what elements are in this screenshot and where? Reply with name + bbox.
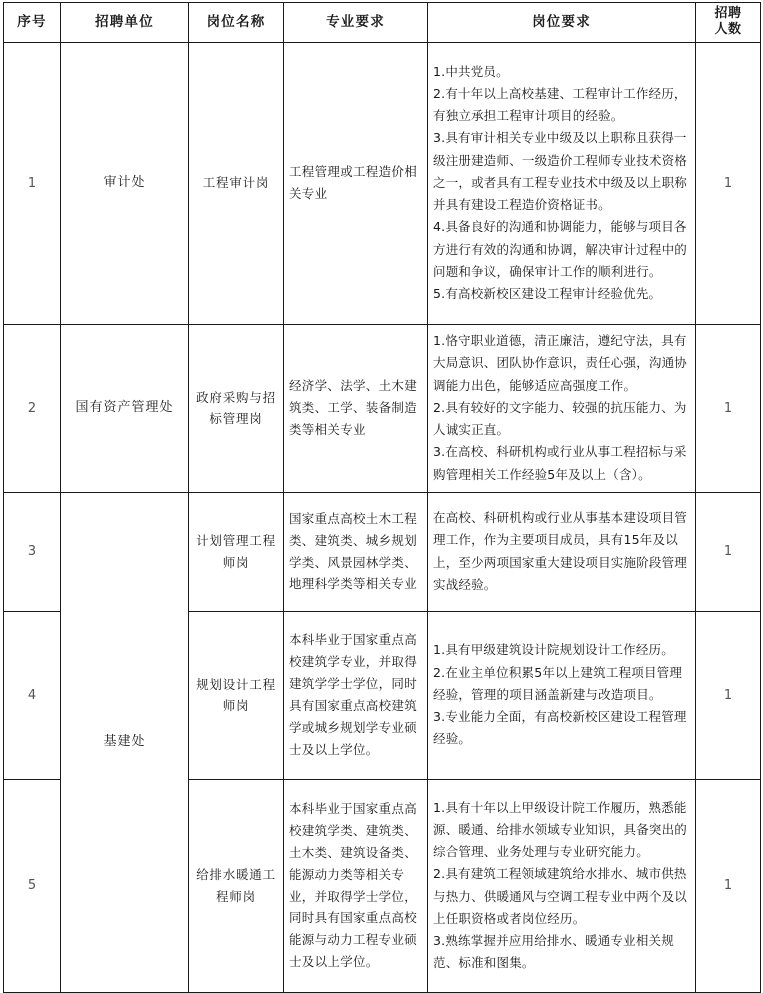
cell-count: 1 — [696, 324, 761, 492]
requirement-line: 3.熟练掌握并应用给排水、暖通专业相关规范、标准和图集。 — [433, 933, 674, 971]
requirement-line: 3.在高校、科研机构或行业从事工程招标与采购管理相关工作经验5年及以上（含）。 — [433, 444, 687, 482]
cell-post: 规划设计工程师岗 — [189, 611, 284, 779]
requirement-line: 2.有十年以上高校基建、工程审计工作经历，有独立承担工程审计项目的经验。 — [433, 85, 687, 124]
cell-unit-merged: 基建处 — [61, 492, 189, 992]
cell-major: 国家重点高校土木工程类、建筑类、城乡规划学类、风景园林学类、地理科学类等相关专业 — [284, 492, 428, 611]
cell-seq: 2 — [4, 324, 61, 492]
table-body — [4, 42, 761, 992]
cell-count: 1 — [696, 42, 761, 324]
requirement-line: 1.恪守职业道德，清正廉洁，遵纪守法，具有大局意识、团队协作意识，责任心强，沟通协调能力出色，能够适应高强度工作。 — [433, 333, 688, 393]
cell-requirements — [428, 492, 696, 611]
requirement-line: 5.有高校新校区建设工程审计经验优先。 — [433, 286, 662, 302]
cell-post: 政府采购与招标管理岗 — [189, 324, 284, 492]
cell-unit: 国有资产管理处 — [61, 324, 189, 492]
table-row — [4, 42, 761, 324]
column-header-unit: 招聘单位 — [61, 3, 189, 43]
column-header-count-line2: 人数 — [714, 22, 742, 38]
requirement-line: 1.中共党员。 — [433, 63, 509, 79]
table-row — [4, 492, 761, 611]
requirement-line: 1.具有十年以上甲级设计院工作履历，熟悉能源、暖通、给排水领域专业知识，具备突出的综合管理、业务处理与专业研究能力。 — [433, 799, 688, 859]
cell-major: 经济学、法学、土木建筑类、工学、装备制造类等相关专业 — [284, 324, 428, 492]
column-header-seq: 序号 — [4, 3, 61, 43]
column-header-count-line1: 招聘 — [714, 6, 742, 21]
requirement-line: 在高校、科研机构或行业从事基本建设项目管理工作，作为主要项目成员，具有15年及以上，至少两项国家重大建设项目实施阶段管理实战经验。 — [433, 510, 688, 592]
cell-requirements — [428, 779, 696, 992]
cell-post: 工程审计岗 — [189, 42, 284, 324]
recruitment-table-page — [0, 2, 763, 985]
cell-requirements — [428, 611, 696, 779]
requirement-line: 2.具有建筑工程领域建筑给水排水、城市供热与热力、供暖通风与空调工程专业中两个及以上任职资格或者岗位经历。 — [433, 866, 688, 926]
cell-seq: 4 — [4, 611, 61, 779]
cell-seq: 1 — [4, 42, 61, 324]
requirement-line: 3.具有审计相关专业中级及以上职称且获得一级注册建造师、一级造价工程师专业技术资格之一，或者具有工程专业技术中级及以上职称并具有建设工程造价资格证书。 — [433, 130, 688, 213]
cell-count: 1 — [696, 779, 761, 992]
requirement-line: 2.具有较好的文字能力、较强的抗压能力、为人诚实正直。 — [433, 399, 687, 438]
cell-requirements — [428, 42, 696, 324]
cell-count: 1 — [696, 611, 761, 779]
column-header-post: 岗位名称 — [189, 3, 284, 43]
requirement-line: 1.具有甲级建筑设计院规划设计工作经历。 — [433, 642, 674, 658]
cell-major: 本科毕业于国家重点高校建筑学专业，并取得建筑学学士学位，同时具有国家重点高校建筑学或城乡规划学专业硕士及以上学位。 — [284, 611, 428, 779]
requirement-line: 4.具备良好的沟通和协调能力，能够与项目各方进行有效的沟通和协调，解决审计过程中的问题和争议，确保审计工作的顺利进行。 — [433, 219, 688, 279]
cell-requirements — [428, 324, 696, 492]
table-row — [4, 324, 761, 492]
cell-seq: 5 — [4, 779, 61, 992]
cell-major: 本科毕业于国家重点高校建筑学类、建筑类、土木类、建筑设备类、能源动力类等相关专业，并取得学士学位，同时具有国家重点高校能源与动力工程专业硕士及以上学位。 — [284, 779, 428, 992]
header-row — [4, 3, 761, 43]
cell-unit: 审计处 — [61, 42, 189, 324]
recruitment-table — [3, 2, 761, 993]
cell-post: 给排水暖通工程师岗 — [189, 779, 284, 992]
cell-post: 计划管理工程师岗 — [189, 492, 284, 611]
requirement-line: 2.在业主单位积累5年以上建筑工程项目管理经验，管理的项目涵盖新建与改造项目。 — [433, 664, 683, 702]
column-header-major: 专业要求 — [284, 3, 428, 43]
cell-count: 1 — [696, 492, 761, 611]
column-header-requirements: 岗位要求 — [428, 3, 696, 43]
requirement-line: 3.专业能力全面，有高校新校区建设工程管理经验。 — [433, 709, 687, 747]
cell-major: 工程管理或工程造价相关专业 — [284, 42, 428, 324]
table-header — [4, 3, 761, 43]
column-header-count — [696, 3, 761, 43]
cell-seq: 3 — [4, 492, 61, 611]
